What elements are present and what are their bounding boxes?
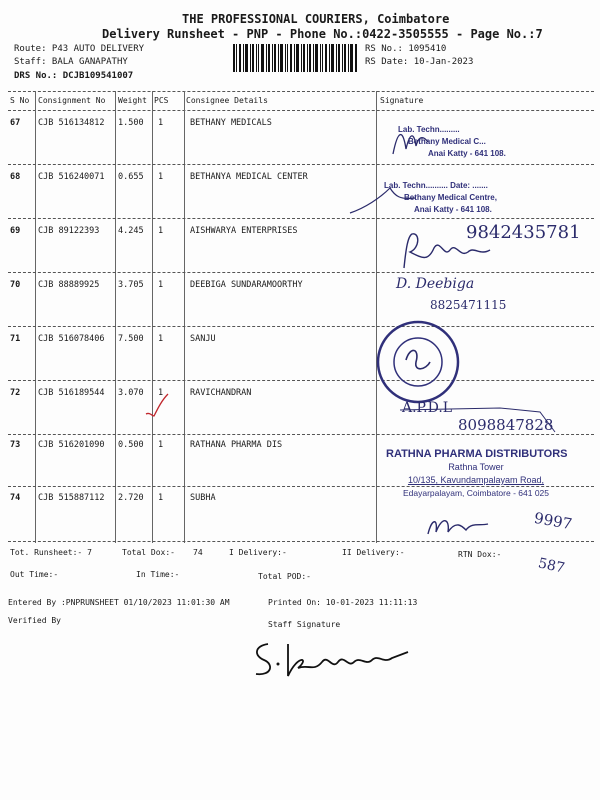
- row-weight: 3.070: [118, 388, 144, 398]
- name-row70: D. Deebiga: [396, 276, 475, 292]
- signature-mark: [422, 508, 502, 544]
- row-weight: 3.705: [118, 280, 144, 290]
- divider: [8, 272, 594, 273]
- row-pcs: 1: [158, 280, 164, 290]
- phone-row69: 9842435781: [466, 222, 581, 243]
- total-dox-label: Total Dox:-: [122, 548, 175, 557]
- row-sno: 67: [10, 118, 21, 128]
- staff-signature: [248, 634, 428, 684]
- row-pcs: 1: [158, 493, 164, 503]
- row-pcs: 1: [158, 172, 164, 182]
- col-consignee: Consignee Details: [186, 96, 268, 105]
- stamp-row73: RATHNA PHARMA DISTRIBUTORS Rathna Tower 10/135, Kavundampalayam Road, Edayarpalayam, Coimbatore - 641 025: [386, 448, 568, 498]
- total-dox-value: 74: [193, 548, 203, 557]
- col-signature: Signature: [380, 96, 424, 105]
- check-mark: [142, 392, 172, 420]
- row-sno: 72: [10, 388, 21, 398]
- out-time: Out Time:-: [10, 570, 59, 579]
- row-consignee: DEEBIGA SUNDARAMOORTHY: [190, 280, 303, 290]
- row-weight: 1.500: [118, 118, 144, 128]
- signature-mark: [390, 392, 560, 442]
- col-sno: S No: [10, 96, 30, 105]
- col-pcs: PCS: [154, 96, 169, 105]
- row-consignment: CJB 88889925: [38, 280, 100, 290]
- in-time: In Time:-: [136, 570, 180, 579]
- phone-row70: 8825471115: [430, 298, 507, 312]
- signature-mark: [398, 228, 498, 274]
- staff-name: Staff: BALA GANAPATHY: [14, 57, 128, 67]
- row-sno: 73: [10, 440, 21, 450]
- rtn-note: 587: [536, 555, 567, 577]
- ii-delivery: II Delivery:-: [342, 548, 405, 557]
- printed-on: Printed On: 10-01-2023 11:11:13: [268, 598, 418, 607]
- total-runsheet: Tot. Runsheet:- 7: [10, 548, 92, 557]
- divider: [8, 326, 594, 327]
- row-sno: 70: [10, 280, 21, 290]
- row-consignment: CJB 89122393: [38, 226, 100, 236]
- signature-mark: [388, 124, 448, 164]
- divider: [8, 380, 594, 381]
- divider: [8, 541, 594, 542]
- verified-by: Verified By: [8, 616, 61, 625]
- rs-number: RS No.: 1095410: [365, 44, 447, 54]
- stamp-row68: Lab. Techn.......... Date: ....... Bethany Medical Centre, Anai Katty - 641 108.: [384, 181, 497, 214]
- barcode: [233, 44, 358, 76]
- row-pcs: 1: [158, 226, 164, 236]
- route: Route: P43 AUTO DELIVERY: [14, 44, 145, 54]
- row-pcs: 1: [158, 440, 164, 450]
- i-delivery: I Delivery:-: [229, 548, 287, 557]
- row-weight: 4.245: [118, 226, 144, 236]
- row-consignment: CJB 516201090: [38, 440, 105, 450]
- col-weight: Weight: [118, 96, 147, 105]
- row-pcs: 1: [158, 118, 164, 128]
- row-pcs: 1: [158, 334, 164, 344]
- row-consignment: CJB 516078406: [38, 334, 105, 344]
- rs-date: RS Date: 10-Jan-2023: [365, 57, 474, 67]
- row-consignee: AISHWARYA ENTERPRISES: [190, 226, 298, 236]
- row-consignee: RATHANA PHARMA DIS: [190, 440, 283, 450]
- col-consignment: Consignment No: [38, 96, 106, 105]
- side-note-row74: 9997: [532, 508, 574, 534]
- row-consignment: CJB 516240071: [38, 172, 105, 182]
- entered-by: Entered By :PNPRUNSHEET 01/10/2023 11:01:30 AM: [8, 598, 230, 607]
- row-consignee: SUBHA: [190, 493, 216, 503]
- row-consignee: BETHANYA MEDICAL CENTER: [190, 172, 308, 182]
- row-weight: 0.500: [118, 440, 144, 450]
- total-pod: Total POD:-: [258, 572, 311, 581]
- staff-signature-label: Staff Signature: [268, 620, 341, 629]
- row-consignment: CJB 516134812: [38, 118, 105, 128]
- row-pcs: 1: [158, 388, 164, 398]
- divider: [8, 218, 594, 219]
- row-consignment: CJB 516189544: [38, 388, 105, 398]
- divider: [8, 164, 594, 165]
- row-consignment: CJB 515887112: [38, 493, 105, 503]
- phone-row72: 8098847828: [458, 416, 554, 434]
- row-sno: 71: [10, 334, 21, 344]
- stamp-row67: Lab. Techn......... Bethany Medical C... Anai Katty - 641 108.: [398, 125, 506, 158]
- row-sno: 69: [10, 226, 21, 236]
- row-weight: 2.720: [118, 493, 144, 503]
- drs-number: DRS No.: DCJB109541007: [14, 71, 134, 81]
- row-sno: 74: [10, 493, 21, 503]
- signature-mark: [345, 178, 425, 218]
- row-weight: 7.500: [118, 334, 144, 344]
- runsheet-subtitle: Delivery Runsheet - PNP - Phone No.:0422-3505555 - Page No.:7: [102, 27, 543, 41]
- row-consignee: BETHANY MEDICALS: [190, 118, 272, 128]
- row-consignee: SANJU: [190, 334, 216, 344]
- row-sno: 68: [10, 172, 21, 182]
- company-name: THE PROFESSIONAL COURIERS, Coimbatore: [182, 12, 450, 26]
- rtn-dox: RTN Dox:-: [458, 550, 502, 559]
- text-row72: A.P.D.L: [402, 400, 453, 416]
- row-weight: 0.655: [118, 172, 144, 182]
- row-consignee: RAVICHANDRAN: [190, 388, 252, 398]
